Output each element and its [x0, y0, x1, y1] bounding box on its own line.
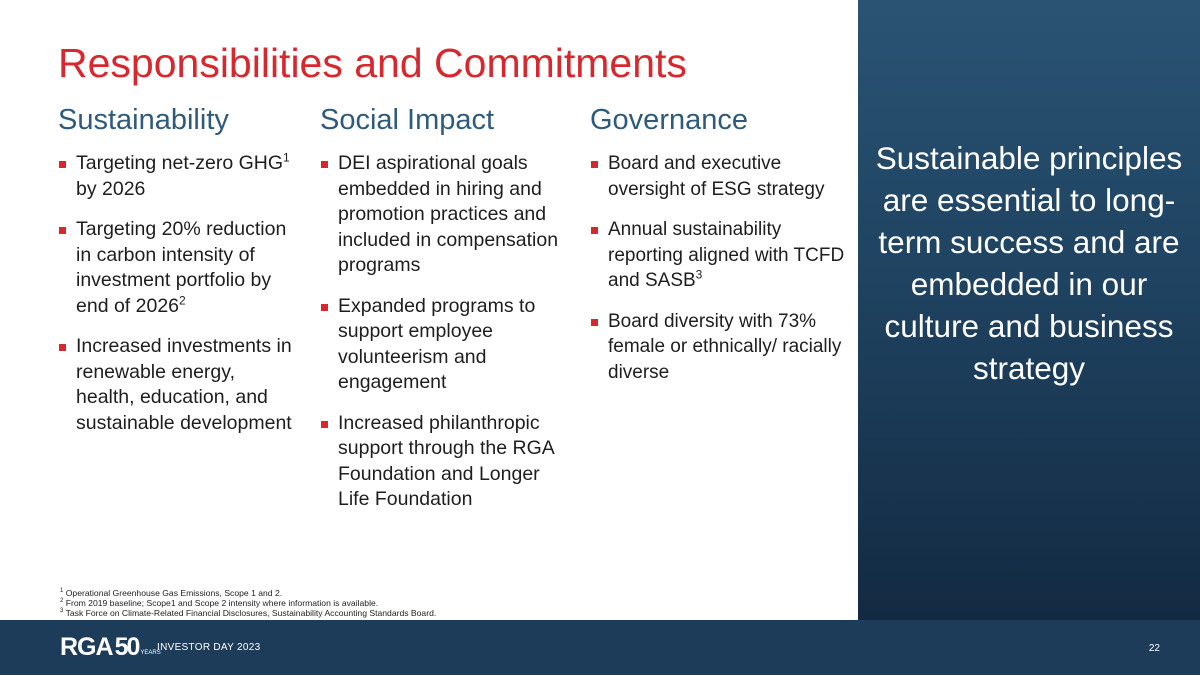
slide-title: Responsibilities and Commitments	[58, 40, 687, 86]
bullet-item: Annual sustainability reporting aligned with TCFD and SASB$^3$	[590, 217, 850, 294]
column-heading: Governance	[590, 104, 748, 136]
panel-statement: Sustainable principles are essential to long-term success and are embedded in our culture and business strategy	[875, 140, 1183, 386]
footnotes	[60, 588, 436, 618]
column-heading: Social Impact	[320, 104, 495, 136]
right-panel	[858, 0, 1200, 620]
page-number: 22	[1148, 643, 1160, 654]
bullet-item: Increased investments in renewable energy, health, education, and sustainable development	[58, 334, 298, 436]
bullet-item: DEI aspirational goals embedded in hiring and promotion practices and included in compensation programs	[320, 151, 565, 279]
column-sustainability	[58, 104, 298, 451]
column-heading: Sustainability	[58, 104, 229, 136]
logo-anniversary-number: 50	[114, 633, 139, 661]
column-social-impact	[320, 104, 565, 528]
bullet-item: Targeting 20% reduction in carbon intensity of investment portfolio by end of 2026$^2$	[58, 217, 298, 319]
bullet-item: Targeting net-zero GHG$^1$ by 2026	[58, 151, 298, 202]
bullet-item: Board diversity with 73% female or ethnically/ racially diverse	[590, 309, 850, 386]
footnote: $^1$ Operational Greenhouse Gas Emissions, Scope 1 and 2.	[60, 588, 283, 598]
footnote-ref: 1	[283, 150, 290, 165]
bullet-list	[590, 151, 850, 385]
footer-bar	[0, 620, 1200, 675]
footnote: $^2$ From 2019 baseline; Scope1 and Scope 2 intensity where information is available.	[60, 598, 379, 608]
bullet-list	[58, 151, 298, 436]
rga-logo	[60, 634, 161, 660]
column-governance	[590, 104, 850, 400]
logo-years: YEARS	[140, 650, 161, 656]
bullet-item: Board and executive oversight of ESG strategy	[590, 151, 850, 202]
footnote: $^3$ Task Force on Climate-Related Financial Disclosures, Sustainability Accounting Standards Board.	[60, 608, 437, 618]
bullet-list	[320, 151, 565, 513]
bullet-item: Increased philanthropic support through the RGA Foundation and Longer Life Foundation	[320, 411, 565, 513]
bullet-item: Expanded programs to support employee volunteerism and engagement	[320, 294, 565, 396]
footnote-ref: 2	[179, 293, 186, 307]
logo-text: RGA	[60, 633, 113, 661]
footnote-ref: 3	[695, 267, 703, 282]
event-label: INVESTOR DAY 2023	[157, 642, 261, 653]
